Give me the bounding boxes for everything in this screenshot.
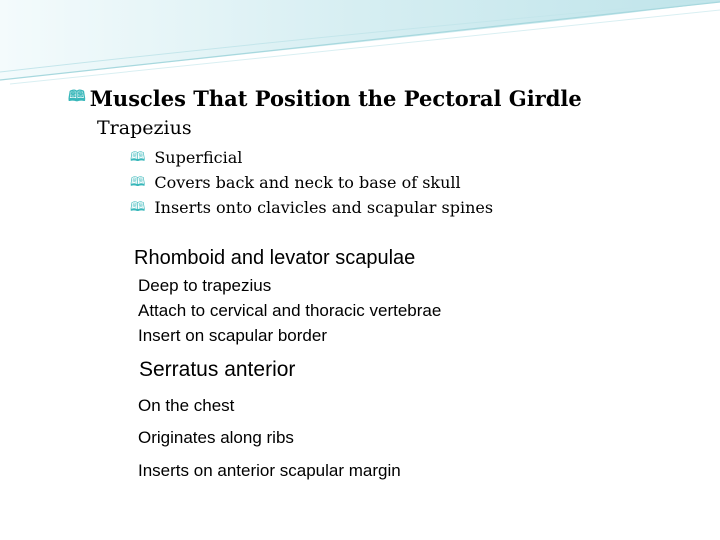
book-bullet-icon: 🕮: [130, 200, 146, 215]
list-item: 🕮 Inserts onto clavicles and scapular spines: [130, 195, 493, 220]
book-bullet-icon: 🕮: [130, 150, 146, 165]
section-heading-rhomboid: Rhomboid and levator scapulae: [134, 247, 416, 269]
list-item: On the chest: [138, 396, 235, 415]
trapezius-points: [130, 145, 493, 220]
section-heading-serratus: Serratus anterior: [139, 358, 296, 381]
slide-title-text: Muscles That Position the Pectoral Girdle: [89, 86, 582, 111]
section-heading-trapezius: Trapezius: [97, 117, 192, 139]
list-item: 🕮 Superficial: [130, 145, 493, 170]
list-item: Deep to trapezius: [138, 276, 272, 295]
list-item: Attach to cervical and thoracic vertebrae: [138, 301, 442, 320]
book-bullet-icon: 🕮: [68, 87, 86, 105]
book-bullet-icon: 🕮: [130, 175, 146, 190]
list-item: 🕮 Covers back and neck to base of skull: [130, 170, 493, 195]
list-item: Inserts on anterior scapular margin: [138, 461, 401, 480]
list-item: Insert on scapular border: [138, 326, 327, 345]
header-decoration: [0, 0, 720, 90]
slide-title: [68, 86, 582, 111]
list-item: Originates along ribs: [138, 428, 294, 447]
